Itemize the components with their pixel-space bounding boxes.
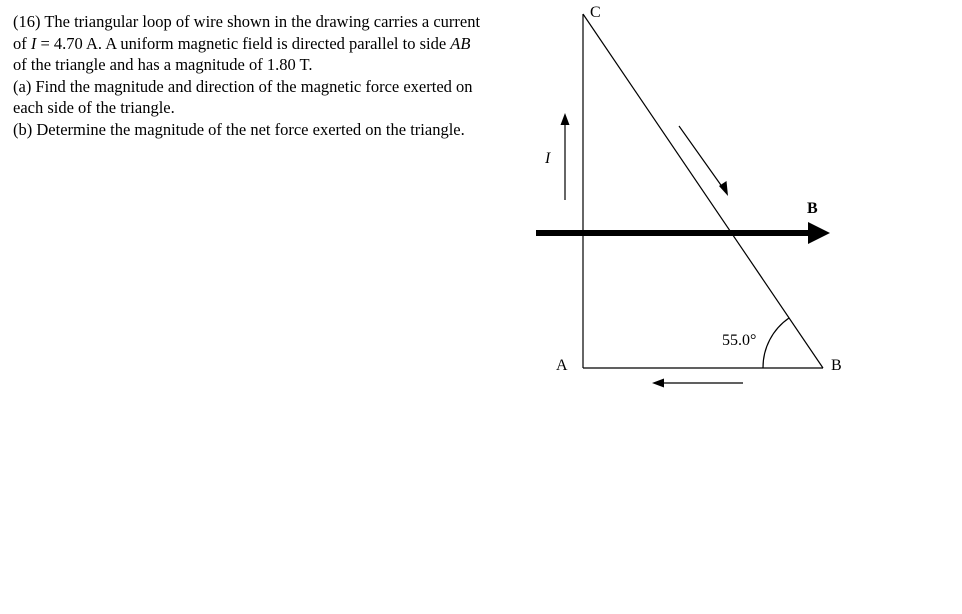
side-ab-label: AB bbox=[450, 33, 471, 53]
problem-line-5: each side of the triangle. bbox=[13, 98, 175, 118]
field-arrow-head bbox=[808, 222, 830, 244]
vertex-c-label: C bbox=[590, 4, 601, 21]
problem-line-4: (a) Find the magnitude and direction of the magnetic force exerted on bbox=[13, 76, 473, 96]
current-label: I bbox=[545, 150, 551, 167]
problem-line-6: (b) Determine the magnitude of the net force exerted on the triangle. bbox=[13, 119, 465, 139]
angle-label: 55.0° bbox=[722, 332, 757, 349]
current-arrow-ab-head bbox=[652, 379, 664, 388]
vertex-b-label: B bbox=[831, 357, 842, 374]
side-bc bbox=[583, 14, 823, 368]
line2-mid: = 4.70 A. A uniform magnetic field is directed parallel to side bbox=[36, 33, 451, 53]
vertex-a-label: A bbox=[556, 357, 568, 374]
angle-arc bbox=[763, 318, 789, 368]
problem-line-1: (16) The triangular loop of wire shown in the drawing carries a current bbox=[13, 12, 481, 31]
field-label: B bbox=[807, 200, 818, 217]
current-arrow-ca-head bbox=[561, 113, 570, 125]
current-variable: I bbox=[30, 33, 37, 53]
problem-line-3: of the triangle and has a magnitude of 1.80 T. bbox=[13, 55, 313, 75]
line2-prefix: of bbox=[13, 33, 31, 53]
current-arrow-bc bbox=[679, 126, 723, 188]
